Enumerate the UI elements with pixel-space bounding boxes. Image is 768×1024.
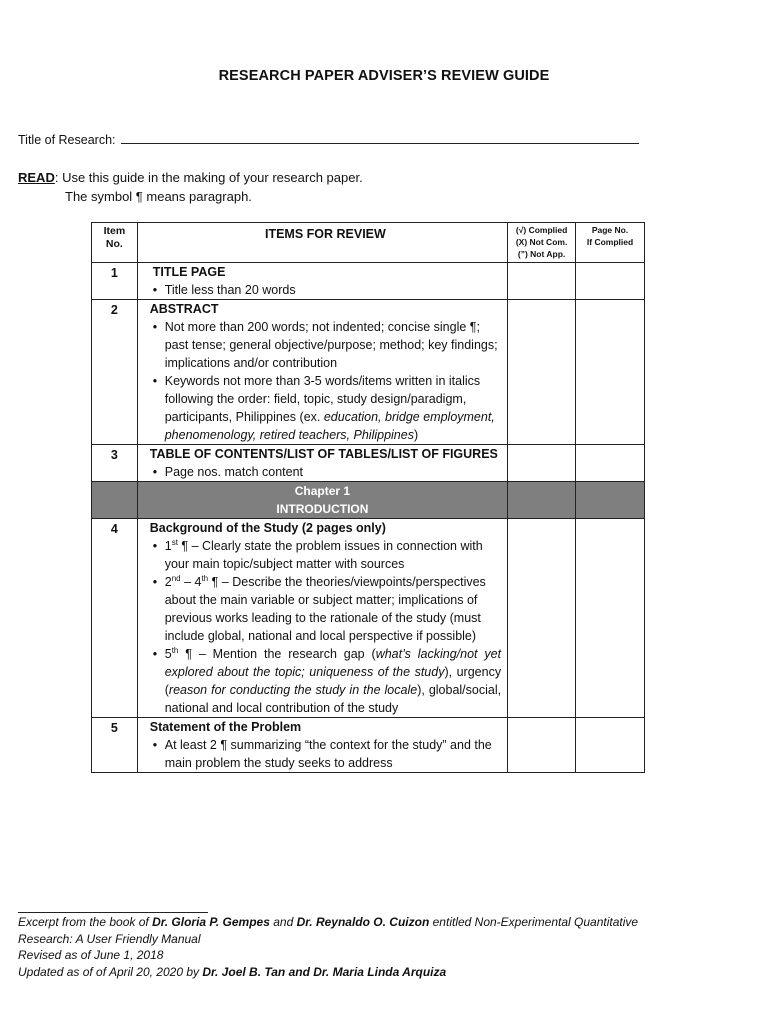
header-item-no: [92, 223, 138, 263]
footnote-text: and: [269, 915, 297, 929]
header-items-for-review: ITEMS FOR REVIEW: [137, 223, 507, 263]
page-no-cell[interactable]: [576, 445, 645, 482]
ordinal-number: 5: [164, 647, 172, 661]
list-item-text: ¶ – Describe the theories/viewpoints/perspectives about the main variable or subject matter; implications of previous works leading to the rationale of the study (must include global, national and local perspective if possible): [164, 575, 486, 643]
header-page-no-line1: Page No.: [591, 225, 629, 235]
read-note: [18, 168, 363, 206]
table-row: [92, 300, 645, 445]
list-item-text: ), urgency (: [164, 665, 502, 697]
footnote-line-1: [18, 914, 738, 931]
footnote-text: entitled Non-Experimental Quantitative: [429, 915, 639, 929]
item-number: 3: [92, 445, 138, 482]
table-row: [92, 445, 645, 482]
read-line-2: The symbol ¶ means paragraph.: [65, 189, 252, 204]
chapter-empty-mark: [508, 482, 576, 519]
ordinal-range: – 4: [180, 575, 202, 589]
item-number: 4: [92, 519, 138, 718]
item-bullets: [150, 537, 501, 717]
list-item-text: ), global/social, national and local contribution of the study: [164, 683, 502, 715]
compliance-cell[interactable]: [508, 263, 576, 300]
table-row: [92, 519, 645, 718]
list-item: • Title less than 20 words: [165, 281, 501, 299]
item-content: [137, 445, 507, 482]
list-item-text: ¶ – Mention the research gap (: [178, 647, 376, 661]
footnote: [18, 914, 738, 980]
header-page-no: [576, 223, 645, 263]
header-mark-complied: (√) Complied: [515, 225, 568, 235]
item-number: 2: [92, 300, 138, 445]
item-number: 5: [92, 718, 138, 773]
item-title: Statement of the Problem: [149, 720, 302, 734]
read-label: READ: [18, 170, 55, 185]
page-no-cell[interactable]: [576, 300, 645, 445]
header-item-no-line2: No.: [105, 238, 123, 250]
compliance-cell[interactable]: [508, 718, 576, 773]
ordinal-number: 1: [164, 539, 172, 553]
list-item-italic: what’s lacking/not yet explored about the topic; uniqueness of the study: [164, 647, 502, 679]
chapter-empty-no: [92, 482, 138, 519]
item-bullets: [150, 281, 501, 299]
footnote-text: Excerpt from the book of: [18, 915, 153, 929]
item-content: [137, 519, 507, 718]
page-title: RESEARCH PAPER ADVISER’S REVIEW GUIDE: [218, 68, 550, 84]
chapter-title: INTRODUCTION: [276, 502, 369, 516]
footnote-updaters: Dr. Joel B. Tan and Dr. Maria Linda Arquiza: [202, 964, 447, 979]
item-title: TITLE PAGE: [152, 265, 226, 279]
compliance-cell[interactable]: [508, 300, 576, 445]
research-title-field: [18, 131, 639, 147]
page-no-cell[interactable]: [576, 263, 645, 300]
footnote-line-2: Research: A User Friendly Manual: [18, 931, 201, 946]
ordinal-suffix: th: [171, 645, 179, 655]
footnote-rule: [18, 912, 208, 913]
item-content: [137, 263, 507, 300]
item-bullets: [150, 318, 501, 444]
ordinal-suffix: nd: [171, 573, 181, 583]
list-item: [165, 573, 501, 645]
item-bullets: [150, 736, 501, 772]
chapter-row: [92, 482, 645, 519]
list-item: [165, 537, 501, 573]
list-item: • Not more than 200 words; not indented; concise single ¶; past tense; general objective/purpose; method; key findings; implications and/or contribution: [165, 318, 501, 372]
footnote-author-2: Dr. Reynaldo O. Cuizon: [296, 915, 430, 929]
footnote-author-1: Dr. Gloria P. Gempes: [152, 915, 270, 929]
list-item-text-end: ): [413, 428, 419, 442]
table-row: [92, 263, 645, 300]
page-no-cell[interactable]: [576, 718, 645, 773]
footnote-text: Updated as of of April 20, 2020 by: [18, 964, 203, 979]
header-compliance-mark: [508, 223, 576, 263]
header-page-no-line2: If Complied: [586, 237, 634, 247]
item-title: ABSTRACT: [149, 302, 219, 316]
item-title: TABLE OF CONTENTS/LIST OF TABLES/LIST OF FIGURES: [149, 447, 498, 461]
ordinal-suffix: st: [171, 537, 178, 547]
chapter-empty-page: [576, 482, 645, 519]
item-bullets: [150, 463, 501, 481]
item-content: [137, 300, 507, 445]
table-row: [92, 718, 645, 773]
compliance-cell[interactable]: [508, 445, 576, 482]
table-header-row: [92, 223, 645, 263]
list-item: [165, 372, 501, 444]
list-item-italic: reason for conducting the study in the locale: [168, 683, 418, 697]
compliance-cell[interactable]: [508, 519, 576, 718]
list-item-text: Keywords not more than 3-5 words/items written in italics following the order: field, topic, study design/paradigm, participants, Philippines (ex.: [164, 374, 481, 424]
ordinal-number: 2: [164, 575, 172, 589]
header-mark-not-applicable: (”) Not App.: [517, 249, 566, 259]
footnote-line-4: [18, 964, 738, 981]
list-item-text: ¶ – Clearly state the problem issues in connection with your main topic/subject matter with sources: [164, 539, 483, 571]
list-item: • Page nos. match content: [165, 463, 501, 481]
list-item: • At least 2 ¶ summarizing “the context for the study” and the main problem the study seeks to address: [165, 736, 501, 772]
read-line-1: : Use this guide in the making of your research paper.: [54, 170, 363, 185]
item-number: 1: [92, 263, 138, 300]
header-item-no-line1: Item: [103, 225, 126, 237]
review-table: [91, 222, 645, 773]
header-mark-not-complied: (X) Not Com.: [515, 237, 568, 247]
item-title: Background of the Study (2 pages only): [149, 521, 386, 535]
list-item-keywords: education, bridge employment, phenomenology, retired teachers, Philippines: [164, 410, 495, 442]
research-title-blank-line: [121, 131, 639, 144]
list-item: [165, 645, 501, 717]
ordinal-suffix: th: [201, 573, 209, 583]
item-content: [137, 718, 507, 773]
chapter-heading: [137, 482, 507, 519]
chapter-number: Chapter 1: [294, 484, 351, 498]
footnote-line-3: Revised as of June 1, 2018: [18, 948, 164, 962]
page-no-cell[interactable]: [576, 519, 645, 718]
research-title-label: Title of Research:: [18, 133, 116, 147]
